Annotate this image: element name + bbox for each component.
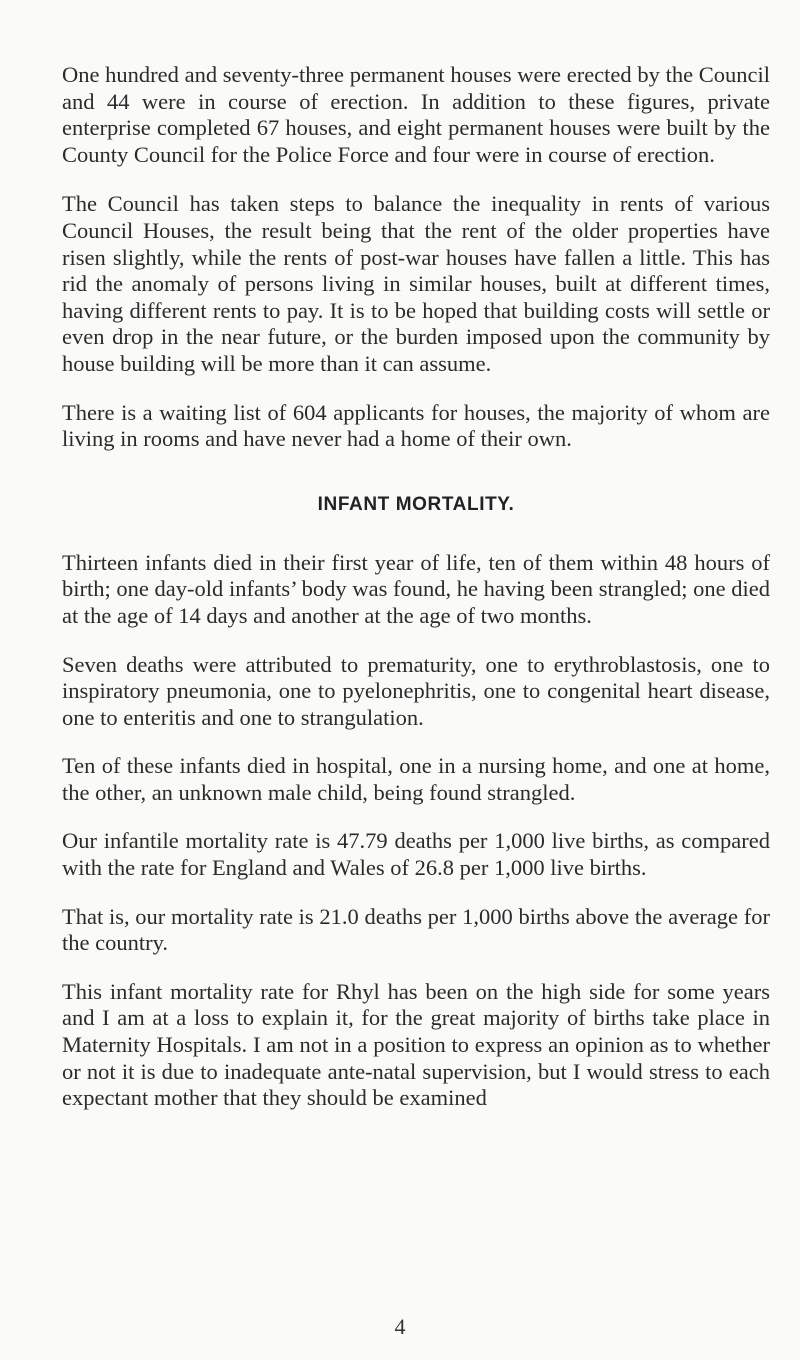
housing-paragraph-2: The Council has taken steps to balance the inequality in rents of various Council Houses, the result being that the rent of the older properties have risen slightly, while the rents of post-war houses have fallen a little. This has rid the anomaly of persons living in similar houses, built at different times, having different rents to pay. It is to be hoped that building costs will settle or even drop in the near future, or the burden imposed upon the community by house building will be more than it can assume. — [62, 191, 770, 376]
infant-mortality-paragraph-4: Our infantile mortality rate is 47.79 deaths per 1,000 live births, as compared with the rate for England and Wales of 26.8 per 1,000 live births. — [62, 828, 770, 881]
housing-paragraph-1: One hundred and seventy-three permanent houses were erected by the Council and 44 were in course of erection. In addition to these figures, private enterprise completed 67 houses, and eight permanent houses were built by the County Council for the Police Force and four were in course of erection. — [62, 62, 770, 167]
infant-mortality-paragraph-5: That is, our mortality rate is 21.0 deaths per 1,000 births above the average for the country. — [62, 903, 770, 956]
document-page — [62, 62, 770, 1112]
section-heading-infant-mortality: INFANT MORTALITY. — [317, 493, 515, 515]
infant-mortality-paragraph-2: Seven deaths were attributed to prematurity, one to erythroblastosis, one to inspiratory pneumonia, one to pyelonephritis, one to congenital heart disease, one to enteritis and one to strangulation. — [62, 651, 770, 730]
infant-mortality-paragraph-1: Thirteen infants died in their first year of life, ten of them within 48 hours of birth; one day-old infants’ body was found, he having been strangled; one died at the age of 14 days and another at the age of two months. — [62, 549, 770, 628]
housing-paragraph-3: There is a waiting list of 604 applicants for houses, the majority of whom are living in rooms and have never had a home of their own. — [62, 399, 770, 452]
page-number: 4 — [394, 1314, 406, 1339]
infant-mortality-paragraph-6: This infant mortality rate for Rhyl has been on the high side for some years and I am at a loss to explain it, for the great majority of births take place in Maternity Hospitals. I am not in a position to express an opinion as to whether or not it is due to inadequate ante-natal supervision, but I would stress to each expectant mother that they should be examined — [62, 978, 770, 1111]
infant-mortality-paragraph-3: Ten of these infants died in hospital, one in a nursing home, and one at home, the other, an unknown male child, being found strangled. — [62, 753, 770, 805]
